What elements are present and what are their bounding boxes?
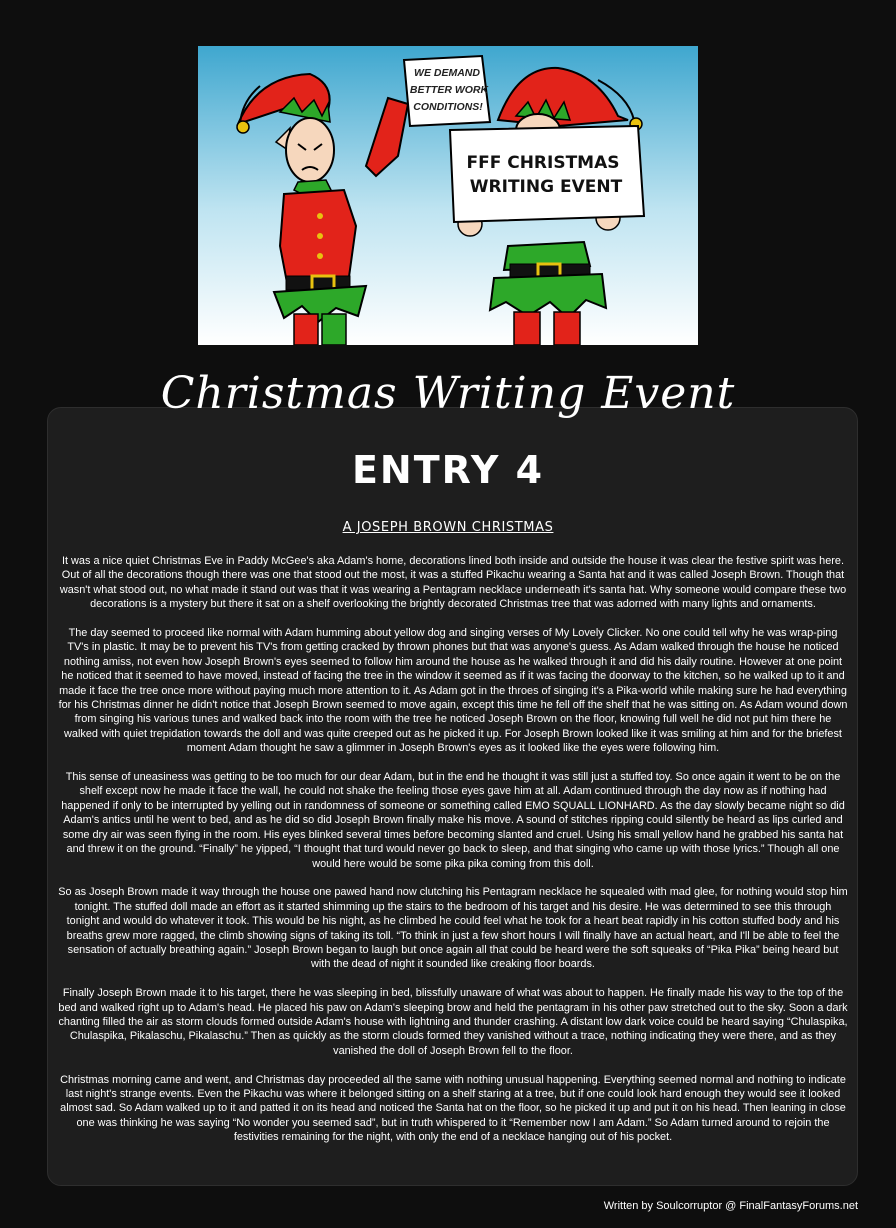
right-sign-line-1: FFF CHRISTMAS xyxy=(466,153,620,173)
story-paragraph: It was a nice quiet Christmas Eve in Paddy McGee's aka Adam's home, decorations lined both inside and outside the house it was clear the festive spirit was here. Out of all the decorations though there was one that stood out the most, it was a stuffed Pikachu wearing a Santa hat and it was called Joseph Brown. Though that wasn't what stood out, no what made it stand out was that it was wearing a Pentagram necklace underneath it's santa hat. Why someone would compare these two decorations is a mystery but there it sat on a shelf overlooking the brightly decorated Christmas tree that was adorned with many lights and ornaments. xyxy=(59,555,847,611)
left-sign-line-3: CONDITIONS! xyxy=(413,101,483,113)
event-heading: Christmas Writing Event xyxy=(160,368,736,419)
left-sign-line-2: BETTER WORK xyxy=(409,84,489,96)
story-paragraph: The day seemed to proceed like normal with Adam humming about yellow dog and singing verses of My Lovely Clicker. No one could tell why he was wrap-ping TV's in plastic. It may be to prevent his TV's from getting cracked by thrown phones but that was anyone's guess. As Adam walked through the house he noticed nothing amiss, not even how Joseph Brown's eyes seemed to follow him around the house as he walked through it and did his daily routine. However at one point he noticed that it seemed to have moved, instead of facing the tree in the window it seemed as if it was facing the doorway to the kitchen, so he walked up to it and made it face the tree once more without paying much more attention to it. As Adam got in the throes of singing it's a Pika-world while making sure he had everything for his Christmas dinner he didn't notice that Joseph Brown seemed to move again, except this time he fell off the shelf that he was sitting on. As Adam wound down from singing his various tunes and walked back into the room with the tree he noticed Joseph Brown on the floor, knowing full well he did not put him there he walked with quiet trepidation towards the doll and was quite creeped out as he picked it up. For Joseph Brown looked like it was smiling at him and for the briefest moment Adam thought he saw a glimmer in Joseph Brown's eyes as it looked like the eyes were following him. xyxy=(58,627,848,755)
banner-illustration xyxy=(198,46,698,345)
story-paragraph: This sense of uneasiness was getting to be too much for our dear Adam, but in the end he thought it was still just a stuffed toy. So once again it went to be on the shelf except now he made it face the wall, he could not shake the feeling those eyes gave him at all. Adam continued through the day now as if nothing had happened if only to be interrupted by yelling out in randomness of someone or something called EMO SQUALL LIONHARD. As the day slowly became night so did Adam's antics until he went to bed, and as he did so did Joseph Brown finally make his move. A sound of stitches ripping could silently be heard as lips curled and some dry air was seen flying in the room. His eyes blinked several times before becoming slanted and cruel. Using his small yellow hand he grabbed his santa hat and threw it on the ground. “Finally” he yipped, “I thought that turd would never go back to sleep, and that singing who came up with those lyrics.” Though all one would here would be some pika pika coming from this doll. xyxy=(61,771,845,870)
right-sign-line-2: WRITING EVENT xyxy=(469,177,623,197)
left-protest-sign xyxy=(404,56,490,126)
story-body xyxy=(58,554,848,1159)
left-sign-line-1: WE DEMAND xyxy=(414,67,480,79)
story-paragraph: Christmas morning came and went, and Christmas day proceeded all the same with nothing unusual happening. Everything seemed normal and nothing to indicate last night's strange events. Even the Pikachu was where it belonged sitting on a shelf staring at a tree, but if one could look hard enough they would see it looked almost sad. So Adam walked up to it and patted it on its head and noticed the Santa hat on the floor, so he picked it up and put it on his head. Then leaning in close one was thinking he was saying “No wonder you seemed sad”, but in truth whispered to it “Remember now I am Adam.” So Adam turned around to rejoin the festivities remaining for the night, with only the end of a necklace hanging out of his pocket. xyxy=(60,1073,846,1144)
right-event-sign xyxy=(450,126,644,222)
story-paragraph: Finally Joseph Brown made it to his target, there he was sleeping in bed, blissfully unaware of what was about to happen. He finally made his way to the top of the bed and walked right up to Adam's head. He placed his paw on Adam's sleeping brow and held the pentagram in his other paw stretched out to the sky. Soon a dark chanting filled the air as storm clouds formed outside Adam's house with lightning and thunder crashing. A distant low dark voice could be heard saying “Chulaspika, Chulaspika, Pikalaschu, Pikalaschu.” Then as quickly as the storm clouds formed they vanished without a trace, nothing indicating they were there, and as they vanished the doll of Joseph Brown fell to the floor. xyxy=(58,987,848,1057)
entry-title: ENTRY 4 xyxy=(351,448,545,492)
author-credit: Written by Soulcorruptor @ FinalFantasyForums.net xyxy=(603,1200,858,1212)
story-paragraph: So as Joseph Brown made it way through the house one pawed hand now clutching his Pentagram necklace he squealed with mad glee, for nothing would stop him tonight. The stuffed doll made an effort as it started shimming up the stairs to the bedroom of his target and his desire. He was determined to see this through tonight and would do whatever it took. This would be his night, as he climbed he could feel what he took for a heart beat rapidly in his cotton stuffed body and his breaths grew more ragged, the climb showing signs of taking its toll. “To think in just a few short hours I will finally have an actual heart, and I'll be able to feel the sensation of actually breathing again.” Joseph Brown began to laugh but once again all that could be heard were the soft squeaks of “Pika Pika” being heard but with the dead of night it sounded like creaking floor boards. xyxy=(58,886,848,971)
story-title: A JOSEPH BROWN CHRISTMAS xyxy=(342,520,554,535)
elves-cartoon xyxy=(198,46,698,345)
